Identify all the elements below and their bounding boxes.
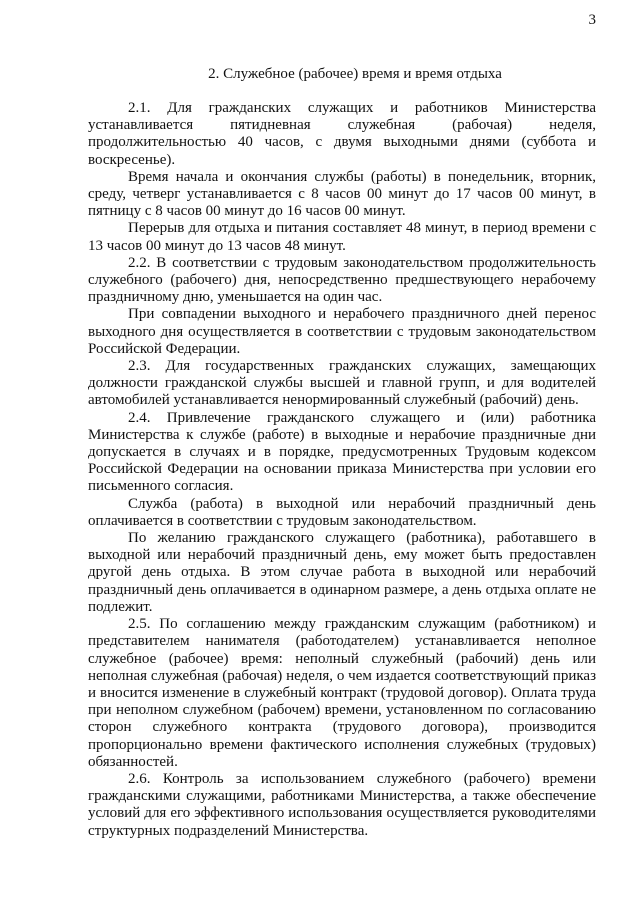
paragraph-2-4: 2.4. Привлечение гражданского служащего и (или) работника Министерства к службе (работе) в выходные и нерабочие праздничные дни допускается в случаях и в порядке, предусмотренных Трудовым кодексом Российской Федерации на основании приказа Министерства при условии его письменного согласия. xyxy=(88,409,596,495)
paragraph-work-hours: Время начала и окончания службы (работы) в понедельник, вторник, среду, четверг устанавливается с 8 часов 00 минут до 17 часов 00 минут, в пятницу с 8 часов 00 минут до 16 часов 00 минут. xyxy=(88,168,596,220)
paragraph-2-1: 2.1. Для гражданских служащих и работников Министерства устанавливается пятидневная служебная (рабочая) неделя, продолжительностью 40 часов, с двумя выходными днями (суббота и воскресенье). xyxy=(88,100,596,168)
paragraph-2-2: 2.2. В соответствии с трудовым законодательством продолжительность служебного (рабочего) дня, непосредственно предшествующего нерабочему праздничному дню, уменьшается на один час. xyxy=(88,254,596,306)
page-number: 3 xyxy=(588,12,596,28)
document-body xyxy=(88,100,596,840)
paragraph-holiday-pay: Служба (работа) в выходной или нерабочий праздничный день оплачивается в соответствии с трудовым законодательством. xyxy=(88,495,596,529)
paragraph-2-6: 2.6. Контроль за использованием служебного (рабочего) времени гражданскими служащими, работниками Министерства, а также обеспечение условий для его эффективного использования осуществляется руководителями структурных подразделений Министерства. xyxy=(88,770,596,839)
paragraph-2-3: 2.3. Для государственных гражданских служащих, замещающих должности гражданской службы высшей и главной групп, и для водителей автомобилей устанавливается ненормированный служебный (рабочий) день. xyxy=(88,358,596,409)
paragraph-day-off: По желанию гражданского служащего (работника), работавшего в выходной или нерабочий праздничный день, ему может быть предоставлен другой день отдыха. В этом случае работа в выходной или нерабочий праздничный день оплачивается в одинарном размере, а день отдыха оплате не подлежит. xyxy=(88,530,596,615)
paragraph-holiday-transfer: При совпадении выходного и нерабочего праздничного дней перенос выходного дня осуществляется в соответствии с трудовым законодательством Российской Федерации. xyxy=(88,306,596,357)
paragraph-2-5: 2.5. По соглашению между гражданским служащим (работником) и представителем нанимателя (работодателем) устанавливается неполное служебное (рабочее) время: неполный служебный (рабочий) день или неполная служебная (рабочая) неделя, о чем издается соответствующий приказ и вносится изменение в служебный контракт (трудовой договор). Оплата труда при неполном служебном (рабочем) времени, установленном по согласованию сторон служебного контракта (трудового договора), производится пропорционально времени фактического исполнения служебных (трудовых) обязанностей. xyxy=(88,616,596,770)
paragraph-break: Перерыв для отдыха и питания составляет 48 минут, в период времени с 13 часов 00 минут до 13 часов 48 минут. xyxy=(88,220,596,254)
section-title: 2. Служебное (рабочее) время и время отдыха xyxy=(208,66,502,82)
